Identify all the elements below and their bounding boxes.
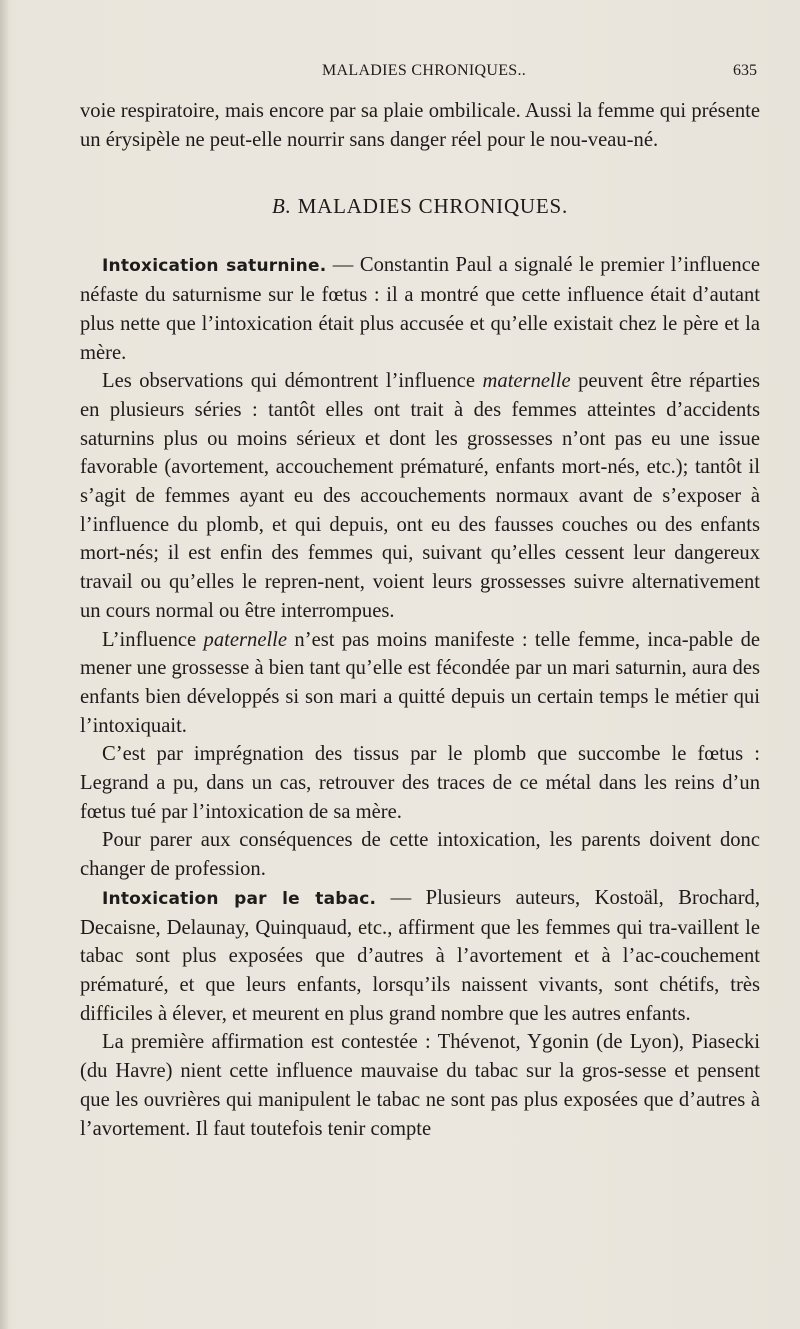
paragraph-continuation: voie respiratoire, mais encore par sa plaie ombilicale. Aussi la femme qui présente un érysipèle ne peut-elle nourrir sans danger réel pour le nou-veau-né. (80, 100, 760, 151)
running-title: MALADIES CHRONIQUES.. (322, 62, 527, 79)
paragraph-saturnine: Intoxication saturnine. — Constantin Paul a signalé le premier l’influence néfaste du saturnisme sur le fœtus : il a montré que cette influence était d’autant plus nette que l’intoxication était plus accusée et qu’elle existait chez le père et la mère. (80, 254, 760, 364)
body-text (80, 97, 760, 1143)
section-letter: B. (271, 194, 292, 219)
paragraph-impregnation: C’est par imprégnation des tissus par le plomb que succombe le fœtus : Legrand a pu, dans un cas, retrouver des traces de ce métal dans les reins d’un fœtus tué par l’intoxication de sa mère. (80, 743, 760, 823)
paragraph-profession: Pour parer aux conséquences de cette intoxication, les parents doivent donc changer de profession. (80, 829, 760, 881)
section-title: MALADIES CHRONIQUES. (297, 194, 569, 219)
paragraph-paternal: L’influence paternelle n’est pas moins manifeste : telle femme, inca-pable de mener une grossesse à bien tant qu’elle est fécondée par un mari saturnin, aura des enfants bien développés si son mari a quitté depuis un certain temps le métier qui l’intoxiquait. (80, 628, 761, 737)
running-header (0, 62, 800, 86)
emphasis-paternelle: paternelle (203, 628, 288, 651)
paragraph-contestation: La première affirmation est contestée : Thévenot, Ygonin (de Lyon), Piasecki (du Havre) nient cette influence mauvaise du tabac sur la gros-sesse et pensent que les ouvrières qui manipulent le tabac ne sont pas plus exposées que d’autres à l’avortement. Il faut toutefois tenir compte (80, 1031, 760, 1140)
emphasis-maternelle: maternelle (482, 370, 571, 393)
runin-heading-tabac: Intoxication par le tabac. (102, 888, 377, 909)
runin-heading-saturnine: Intoxication saturnine. (102, 256, 327, 277)
paragraph-maternal: Les observations qui démontrent l’influence maternelle peuvent être réparties en plusieurs séries : tantôt elles ont trait à des femmes atteintes d’accidents saturnins plus ou moins sérieux et dont les grossesses n’ont pas eu une issue favorable (avortement, accouchement prématuré, enfants mort-nés, etc.); tantôt il s’agit de femmes ayant eu des accouchements normaux avant de s’exposer à l’influence du plomb, et qui depuis, ont eu des fausses couches ou des enfants mort-nés; il est enfin des femmes qui, suivant qu’elles cessent leur dangereux travail ou qu’elles le repren-nent, voient leurs grossesses suivre alternativement un cours normal ou être interrompues. (80, 370, 760, 622)
page-binding-edge (0, 0, 8, 1329)
section-heading (80, 194, 760, 218)
page-number: 635 (733, 62, 757, 79)
paragraph-tabac: Intoxication par le tabac. — Plusieurs auteurs, Kostoäl, Brochard, Decaisne, Delaunay, Quinquaud, etc., affirment que les femmes qui tra-vaillent le tabac sont plus exposées que d’autres à l’avortement et à l’ac-couchement prématuré, et que leurs enfants, lorsqu’ils naissent vivants, sont chétifs, très difficiles à élever, et meurent en plus grand nombre que les autres enfants. (80, 886, 760, 1025)
